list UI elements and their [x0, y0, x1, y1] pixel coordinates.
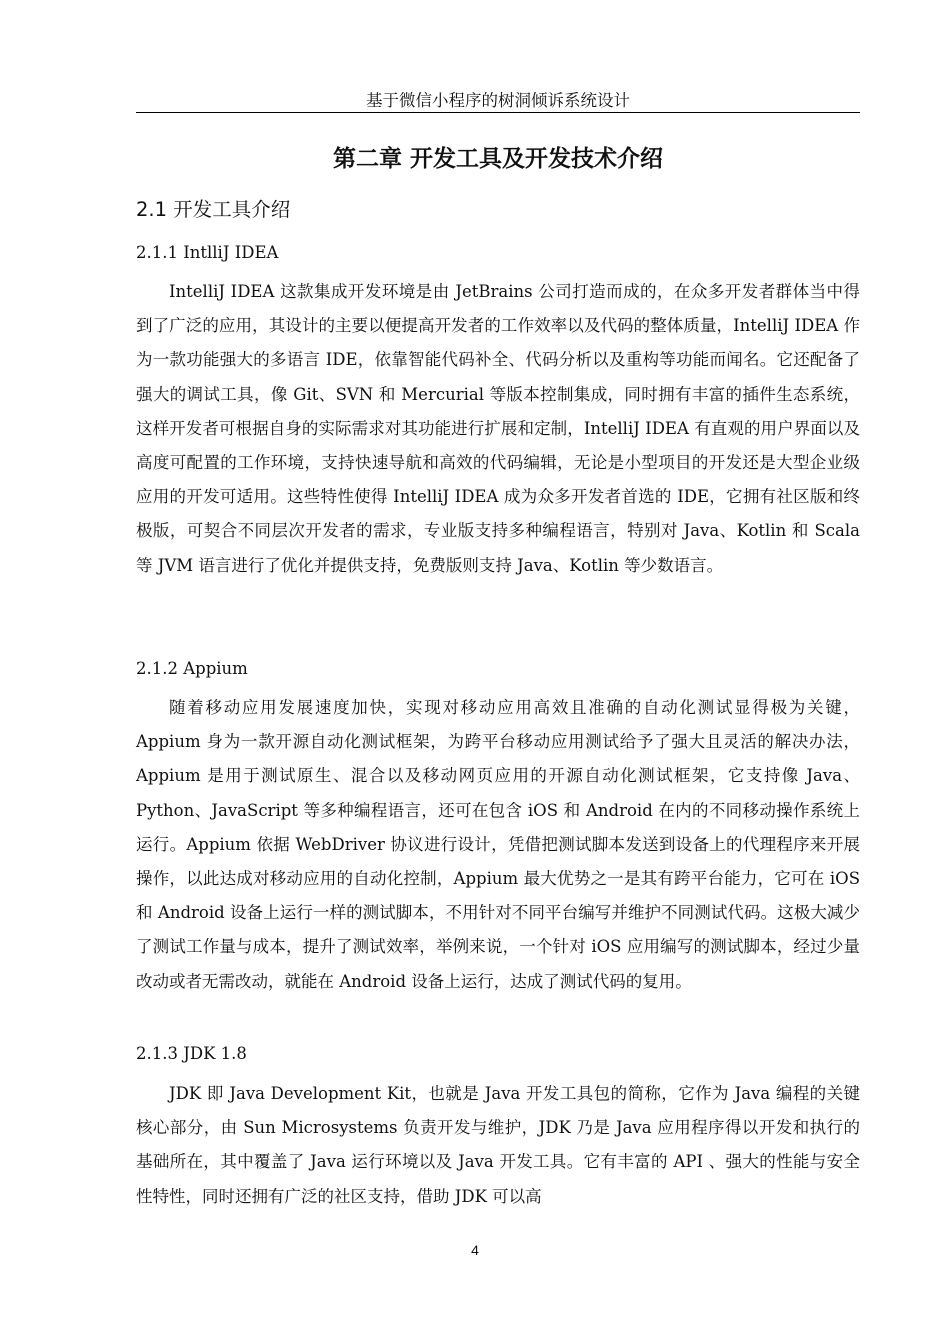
subsection-heading-intellij: 2.1.1 IntlliJ IDEA [136, 243, 279, 262]
subsection-heading-jdk: 2.1.3 JDK 1.8 [136, 1044, 247, 1063]
paragraph-appium: 随着移动应用发展速度加快，实现对移动应用高效且准确的自动化测试显得极为关键，Appium 身为一款开源自动化测试框架，为跨平台移动应用测试给予了强大且灵活的解决办法，Appium 是用于测试原生、混合以及移动网页应用的开源自动化测试框架，它支持像 Java、Python、JavaScript 等多种编程语言，还可在包含 iOS 和 Android 在内的不同移动操作系统上运行。Appium 依据 WebDriver 协议进行设计，凭借把测试脚本发送到设备上的代理程序来开展操作，以此达成对移动应用的自动化控制，Appium 最大优势之一是其有跨平台能力，它可在 iOS 和 Android 设备上运行一样的测试脚本，不用针对不同平台编写并维护不同测试代码。这极大减少了测试工作量与成本，提升了测试效率，举例来说，一个针对 iOS 应用编写的测试脚本，经过少量改动或者无需改动，就能在 Android 设备上运行，达成了测试代码的复用。 [136, 698, 860, 991]
header-rule [136, 112, 860, 113]
running-header: 基于微信小程序的树洞倾诉系统设计 [366, 91, 630, 110]
section-heading: 2.1 开发工具介绍 [136, 198, 291, 221]
paragraph-jdk: JDK 即 Java Development Kit，也就是 Java 开发工具包的简称，它作为 Java 编程的关键核心部分，由 Sun Microsystems 负责开发与维护，JDK 乃是 Java 应用程序得以开发和执行的基础所在，其中覆盖了 Java 运行环境以及 Java 开发工具。它有丰富的 API 、强大的性能与安全性特性，同时还拥有广泛的社区支持，借助 JDK 可以高 [136, 1084, 860, 1206]
paragraph-intellij: IntelliJ IDEA 这款集成开发环境是由 JetBrains 公司打造而成的，在众多开发者群体当中得到了广泛的应用，其设计的主要以便提高开发者的工作效率以及代码的整体质量，IntelliJ IDEA 作为一款功能强大的多语言 IDE，依靠智能代码补全、代码分析以及重构等功能而闻名。它还配备了强大的调试工具，像 Git、SVN 和 Mercurial 等版本控制集成，同时拥有丰富的插件生态系统，这样开发者可根据自身的实际需求对其功能进行扩展和定制，IntelliJ IDEA 有直观的用户界面以及高度可配置的工作环境，支持快速导航和高效的代码编辑，无论是小型项目的开发还是大型企业级应用的开发可适用。这些特性使得 IntelliJ IDEA 成为众多开发者首选的 IDE，它拥有社区版和终极版，可契合不同层次开发者的需求，专业版支持多种编程语言，特别对 Java、Kotlin 和 Scala 等 JVM 语言进行了优化并提供支持，免费版则支持 Java、Kotlin 等少数语言。 [136, 282, 860, 575]
subsection-heading-appium: 2.1.2 Appium [136, 659, 248, 678]
page-number: 4 [471, 1242, 479, 1258]
chapter-title: 第二章 开发工具及开发技术介绍 [332, 146, 663, 172]
